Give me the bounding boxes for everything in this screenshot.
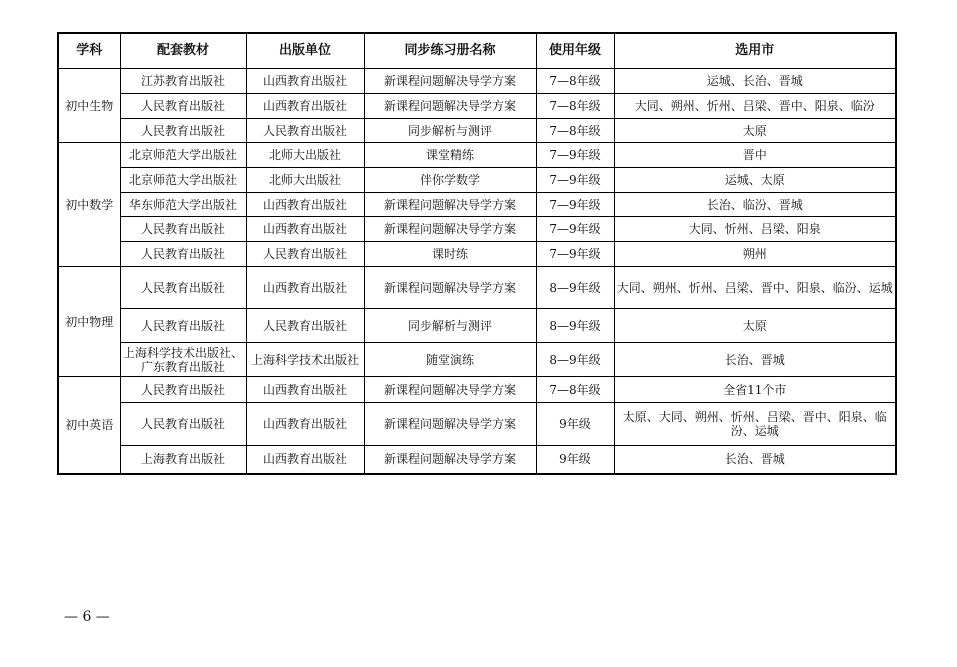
workbook-cell: 新课程问题解决导学方案 <box>364 403 536 446</box>
cities-cell: 大同、朔州、忻州、吕梁、晋中、阳泉、临汾、运城 <box>614 267 896 309</box>
textbook-cell: 人民教育出版社 <box>120 94 246 119</box>
cities-cell: 大同、忻州、吕梁、阳泉 <box>614 217 896 242</box>
table-row <box>58 309 896 343</box>
grade-cell: 7—8年级 <box>536 69 614 94</box>
publisher-cell: 山西教育出版社 <box>246 94 364 119</box>
grade-cell: 8—9年级 <box>536 309 614 343</box>
header-subject: 学科 <box>58 33 120 69</box>
table-row <box>58 242 896 267</box>
cities-cell: 长治、晋城 <box>614 343 896 377</box>
publisher-cell: 山西教育出版社 <box>246 446 364 474</box>
cities-cell: 运城、长治、晋城 <box>614 69 896 94</box>
grade-cell: 7—8年级 <box>536 377 614 403</box>
workbook-cell: 新课程问题解决导学方案 <box>364 217 536 242</box>
table-row <box>58 267 896 309</box>
publisher-cell: 北师大出版社 <box>246 168 364 193</box>
cities-cell: 朔州 <box>614 242 896 267</box>
header-cities: 选用市 <box>614 33 896 69</box>
publisher-cell: 山西教育出版社 <box>246 69 364 94</box>
table-row <box>58 377 896 403</box>
subject-cell: 初中数学 <box>58 143 120 267</box>
textbook-cell: 北京师范大学出版社 <box>120 143 246 168</box>
cities-cell: 太原、大同、朔州、忻州、吕梁、晋中、阳泉、临汾、运城 <box>614 403 896 446</box>
workbook-cell: 同步解析与测评 <box>364 309 536 343</box>
workbook-cell: 新课程问题解决导学方案 <box>364 446 536 474</box>
publisher-cell: 山西教育出版社 <box>246 403 364 446</box>
header-publisher: 出版单位 <box>246 33 364 69</box>
publisher-cell: 人民教育出版社 <box>246 242 364 267</box>
grade-cell: 8—9年级 <box>536 343 614 377</box>
cities-cell: 太原 <box>614 119 896 143</box>
cities-cell: 长治、临汾、晋城 <box>614 193 896 217</box>
cities-cell: 长治、晋城 <box>614 446 896 474</box>
publisher-cell: 山西教育出版社 <box>246 377 364 403</box>
publisher-cell: 北师大出版社 <box>246 143 364 168</box>
table-row <box>58 217 896 242</box>
grade-cell: 7—9年级 <box>536 168 614 193</box>
publisher-cell: 上海科学技术出版社 <box>246 343 364 377</box>
table-row <box>58 69 896 94</box>
header-workbook: 同步练习册名称 <box>364 33 536 69</box>
cities-cell: 运城、太原 <box>614 168 896 193</box>
table-row <box>58 343 896 377</box>
table-row <box>58 403 896 446</box>
publisher-cell: 人民教育出版社 <box>246 119 364 143</box>
cities-cell: 大同、朔州、忻州、吕梁、晋中、阳泉、临汾 <box>614 94 896 119</box>
cities-cell: 太原 <box>614 309 896 343</box>
publisher-cell: 山西教育出版社 <box>246 267 364 309</box>
page-number: — 6 — <box>64 609 110 625</box>
grade-cell: 7—9年级 <box>536 217 614 242</box>
grade-cell: 7—9年级 <box>536 143 614 168</box>
grade-cell: 9年级 <box>536 403 614 446</box>
subject-cell: 初中英语 <box>58 377 120 474</box>
cities-cell: 全省11个市 <box>614 377 896 403</box>
textbook-workbook-table <box>57 32 897 475</box>
textbook-cell: 上海教育出版社 <box>120 446 246 474</box>
header-grade: 使用年级 <box>536 33 614 69</box>
textbook-cell: 上海科学技术出版社、广东教育出版社 <box>120 343 246 377</box>
grade-cell: 7—9年级 <box>536 242 614 267</box>
textbook-cell: 人民教育出版社 <box>120 242 246 267</box>
workbook-cell: 新课程问题解决导学方案 <box>364 193 536 217</box>
workbook-cell: 新课程问题解决导学方案 <box>364 377 536 403</box>
workbook-cell: 课堂精练 <box>364 143 536 168</box>
workbook-cell: 新课程问题解决导学方案 <box>364 69 536 94</box>
workbook-cell: 随堂演练 <box>364 343 536 377</box>
textbook-cell: 人民教育出版社 <box>120 309 246 343</box>
textbook-cell: 人民教育出版社 <box>120 403 246 446</box>
header-row <box>58 33 896 69</box>
textbook-cell: 华东师范大学出版社 <box>120 193 246 217</box>
cities-cell: 晋中 <box>614 143 896 168</box>
header-textbook: 配套教材 <box>120 33 246 69</box>
subject-cell: 初中物理 <box>58 267 120 377</box>
table-row <box>58 446 896 474</box>
grade-cell: 7—9年级 <box>536 193 614 217</box>
table-row <box>58 143 896 168</box>
publisher-cell: 山西教育出版社 <box>246 217 364 242</box>
subject-cell: 初中生物 <box>58 69 120 143</box>
textbook-cell: 人民教育出版社 <box>120 377 246 403</box>
table-row <box>58 119 896 143</box>
grade-cell: 7—8年级 <box>536 94 614 119</box>
textbook-cell: 人民教育出版社 <box>120 267 246 309</box>
workbook-cell: 同步解析与测评 <box>364 119 536 143</box>
workbook-cell: 新课程问题解决导学方案 <box>364 94 536 119</box>
table-row <box>58 193 896 217</box>
textbook-cell: 人民教育出版社 <box>120 119 246 143</box>
publisher-cell: 人民教育出版社 <box>246 309 364 343</box>
workbook-cell: 伴你学数学 <box>364 168 536 193</box>
publisher-cell: 山西教育出版社 <box>246 193 364 217</box>
textbook-cell: 江苏教育出版社 <box>120 69 246 94</box>
grade-cell: 8—9年级 <box>536 267 614 309</box>
table-row <box>58 168 896 193</box>
textbook-cell: 人民教育出版社 <box>120 217 246 242</box>
grade-cell: 7—8年级 <box>536 119 614 143</box>
workbook-cell: 课时练 <box>364 242 536 267</box>
textbook-cell: 北京师范大学出版社 <box>120 168 246 193</box>
grade-cell: 9年级 <box>536 446 614 474</box>
workbook-cell: 新课程问题解决导学方案 <box>364 267 536 309</box>
table-row <box>58 94 896 119</box>
